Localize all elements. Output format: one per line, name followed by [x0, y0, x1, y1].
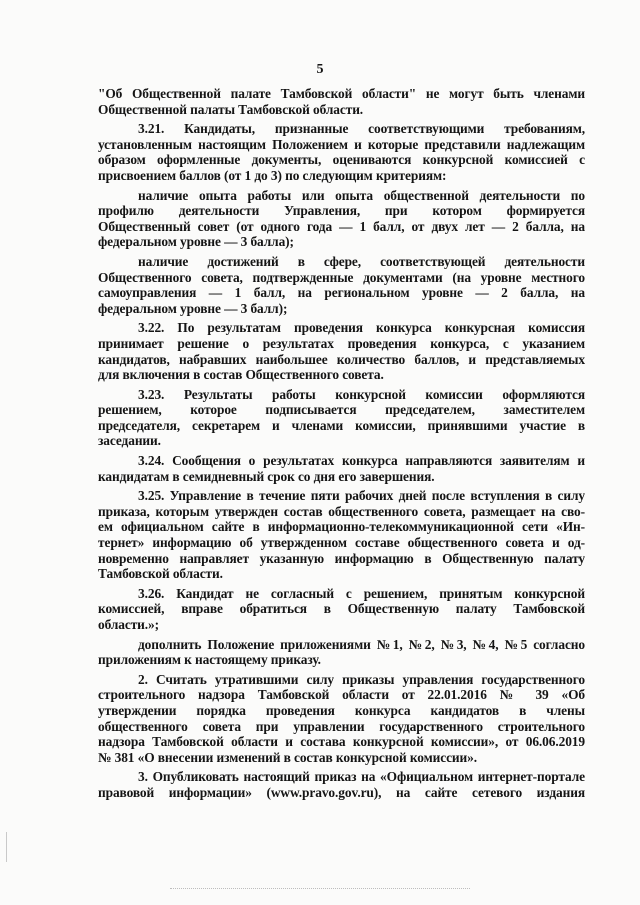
paragraph [98, 488, 585, 582]
text-line: 3.22. По результатам проведения конкурса конкурсная комиссия [138, 320, 585, 336]
document-body [98, 86, 585, 805]
text-line: 3.25. Управление в течение пяти рабочих дней после вступления в силу [138, 488, 585, 504]
text-line: Тамбовской области. [98, 566, 223, 582]
text-line: для включения в состав Общественного совета. [98, 367, 384, 383]
text-line: № 381 «О внесении изменений в состав конкурсной комиссии». [98, 749, 478, 765]
text-line: 3.26. Кандидат не согласный с решением, принятым конкурсной [138, 585, 585, 601]
text-line: профилю деятельности Управления, при котором формируется [98, 203, 585, 219]
paragraph [98, 320, 585, 382]
text-line: заседании. [98, 433, 161, 449]
text-line: установленным настоящим Положением и которые представили надлежащим [98, 136, 585, 152]
text-line: общественного совета при управлении государственного строительного [98, 718, 585, 734]
paragraph [98, 586, 585, 633]
paragraph [98, 254, 585, 316]
text-line: федеральном уровне — 3 балла); [98, 234, 294, 250]
paragraph [98, 86, 585, 117]
paragraph [98, 121, 585, 183]
text-line: наличие опыта работы или опыта общественной деятельности по [138, 187, 585, 203]
text-line: федеральном уровне — 3 балл); [98, 300, 288, 316]
text-line: "Об Общественной палате Тамбовской области" не могут быть членами [98, 86, 585, 101]
text-line: строительного надзора Тамбовской области от 22.01.2016 № 39 «Об [98, 687, 585, 703]
text-line: Общественного совета, подтвержденные документами (на уровне местного [98, 269, 585, 285]
text-line: наличие достижений в сфере, соответствующей деятельности [138, 253, 585, 269]
text-line: приказа, которым утвержден состав общественного совета, размещает на сво- [98, 503, 585, 519]
text-line: образом оформленные документы, оцениваются конкурсной комиссией с [98, 152, 585, 168]
scan-edge-mark [6, 832, 7, 862]
text-line: 3. Опубликовать настоящий приказ на «Официальном интернет-портале [138, 769, 585, 785]
text-line: надзора Тамбовской области и состава конкурсной комиссии», от 06.06.2019 [98, 734, 585, 750]
paragraph [98, 769, 585, 800]
text-line: новременно направляет указанную информацию в Общественную палату [98, 550, 585, 566]
scan-bottom-artifact [170, 888, 470, 890]
text-line: Общественной палаты Тамбовской области. [98, 101, 364, 117]
text-line: присвоением баллов (от 1 до 3) по следующим критериям: [98, 167, 447, 183]
text-line: правовой информации» (www.pravo.gov.ru), на сайте сетевого издания [98, 784, 585, 800]
page-number: 5 [316, 62, 324, 77]
text-line: решением, которое подписывается председателем, заместителем [98, 402, 585, 418]
text-line: Общественный совет (от одного года — 1 балл, от двух лет — 2 балла, на [98, 218, 585, 234]
paragraph [98, 188, 585, 250]
text-line: приложениям к настоящему приказу. [98, 652, 321, 668]
paragraph [98, 637, 585, 668]
text-line: кандидатам в семидневный срок со дня его завершения. [98, 468, 435, 484]
text-line: 3.21. Кандидаты, признанные соответствующими требованиям, [138, 121, 585, 137]
text-line: 3.24. Сообщения о результатах конкурса направляются заявителям и [138, 453, 585, 469]
text-line: утверждении порядка проведения конкурса кандидатов в члены [98, 702, 585, 718]
text-line: кандидатов, набравших наибольшее количество баллов, и представляемых [98, 351, 585, 367]
text-line: области.»; [98, 617, 160, 632]
text-line: председателя, секретарем и членами комиссии, принявшими участие в [98, 417, 585, 433]
text-line: тернет» информацию об утвержденном составе общественного совета и од- [98, 535, 585, 551]
text-line: принимает решение о результатах проведения конкурса, с указанием [98, 335, 585, 351]
text-line: комиссией, вправе обратиться в Общественную палату Тамбовской [98, 601, 585, 617]
text-line: 2. Считать утратившими силу приказы управления государственного [138, 671, 585, 687]
paragraph [98, 672, 585, 766]
paragraph [98, 387, 585, 449]
text-line: ем официальном сайте в информационно-телекоммуникационной сети «Ин- [98, 519, 585, 535]
paragraph [98, 453, 585, 484]
text-line: дополнить Положение приложениями №1, №2, №3, №4, №5 согласно [138, 636, 585, 652]
text-line: 3.23. Результаты работы конкурсной комиссии оформляются [138, 386, 585, 402]
text-line: самоуправления — 1 балл, на региональном уровне — 2 балла, на [98, 285, 585, 301]
